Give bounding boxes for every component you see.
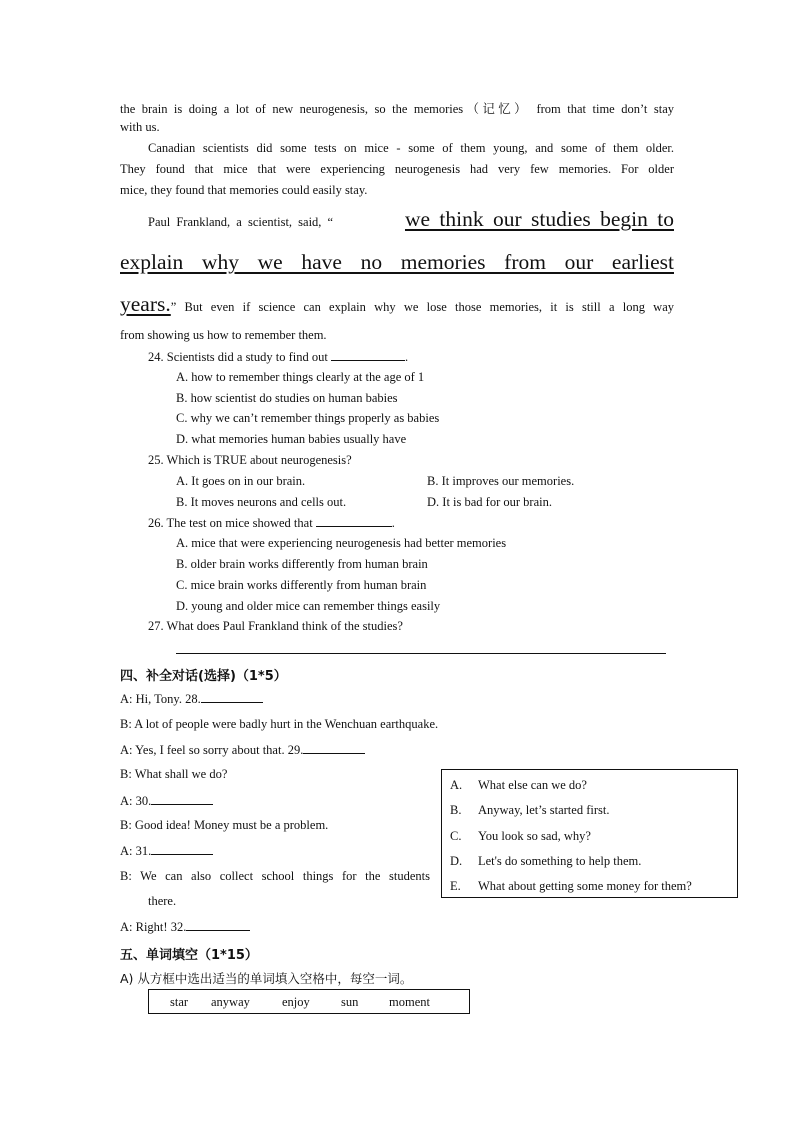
option: D. young and older mice can remember things easily [176, 599, 441, 613]
quote-text: we think our studies begin to [404, 207, 674, 231]
section-heading: 五、单词填空（1*15） [120, 948, 258, 963]
dialogue-line: A: 31. [120, 843, 213, 859]
option: A. It goes on in our brain. [176, 474, 306, 488]
question-stem: 27. What does Paul Frankland think of the studies? [148, 619, 403, 633]
option: B. how scientist do studies on human babies [176, 391, 398, 405]
quote-text: explain why we have no memories from our earliest [120, 250, 674, 274]
dialogue-line: B: Good idea! Money must be a problem. [120, 818, 329, 832]
dialogue-line: A: Yes, I feel so sorry about that. 29. [120, 742, 365, 758]
question-26: 26. The test on mice showed that . [148, 516, 395, 530]
answer-blank[interactable] [331, 349, 405, 361]
dialogue-line: A: Right! 32. [120, 919, 250, 935]
option: C. mice brain works differently from human brain [176, 578, 427, 592]
dialogue-line: B: We can also collect school things for the students [120, 869, 430, 883]
choice-item: B. Anyway, let’s started first. [450, 803, 610, 817]
passage-line: They found that mice that were experiencing neurogenesis had very few memories. For older [120, 162, 674, 176]
quote-line-3 [120, 292, 674, 317]
section-heading: 四、补全对话(选择)（1*5） [120, 669, 287, 684]
passage-line: with us. [120, 120, 160, 134]
option: B. It improves our memories. [427, 474, 575, 488]
option: A. mice that were experiencing neurogenesis had better memories [176, 536, 507, 550]
option: D. It is bad for our brain. [427, 495, 552, 509]
choice-item: A. What else can we do? [450, 778, 587, 792]
passage-line: mice, they found that memories could easily stay. [120, 183, 368, 197]
dialogue-line: B: A lot of people were badly hurt in the Wenchuan earthquake. [120, 717, 439, 731]
passage-line: from showing us how to remember them. [120, 328, 327, 342]
choices-box [441, 769, 738, 898]
quote-text: years. [120, 292, 171, 316]
dialogue-line: A: 30. [120, 793, 213, 809]
option: B. It moves neurons and cells out. [176, 495, 347, 509]
word-bank-item: sun [341, 995, 359, 1009]
option: D. what memories human babies usually have [176, 432, 407, 446]
choice-item: D. Let's do something to help them. [450, 854, 642, 868]
answer-blank[interactable] [201, 691, 263, 703]
passage-line: the brain is doing a lot of new neurogenesis, so the memories（记忆） from that time don’t stay [120, 102, 674, 116]
answer-blank[interactable] [303, 742, 365, 754]
question-stem: 26. The test on mice showed that [148, 516, 313, 530]
dialogue-line: there. [148, 894, 177, 908]
answer-line[interactable] [176, 653, 666, 654]
word-bank-item: anyway [211, 995, 250, 1009]
question-24: 24. Scientists did a study to find out . [148, 350, 409, 364]
dialogue-line: A: Hi, Tony. 28. [120, 691, 263, 707]
option: A. how to remember things clearly at the age of 1 [176, 370, 425, 384]
option: C. why we can’t remember things properly as babies [176, 411, 440, 425]
word-bank-item: moment [389, 995, 430, 1009]
quote-line-1 [148, 207, 674, 232]
passage-line: Canadian scientists did some tests on mice - some of them young, and some of them older. [148, 141, 674, 155]
option: B. older brain works differently from human brain [176, 557, 428, 571]
question-stem: 25. Which is TRUE about neurogenesis? [148, 453, 352, 467]
answer-blank[interactable] [316, 515, 392, 527]
passage-line: ” But even if science can explain why we lose those memories, it is still a long way [170, 300, 674, 314]
choice-item: E. What about getting some money for them? [450, 879, 692, 893]
choice-item: C. You look so sad, why? [450, 829, 591, 843]
word-bank [148, 989, 470, 1014]
instruction: A) 从方框中选出适当的单词填入空格中，每空一词。 [120, 971, 413, 986]
word-bank-item: star [170, 995, 189, 1009]
dialogue-line: B: What shall we do? [120, 767, 228, 781]
word-bank-item: enjoy [282, 995, 310, 1009]
quote-intro: Paul Frankland, a scientist, said, “ [148, 215, 334, 229]
question-stem: 24. Scientists did a study to find out [148, 350, 328, 364]
answer-blank[interactable] [151, 843, 213, 855]
answer-blank[interactable] [151, 793, 213, 805]
answer-blank[interactable] [186, 919, 250, 931]
